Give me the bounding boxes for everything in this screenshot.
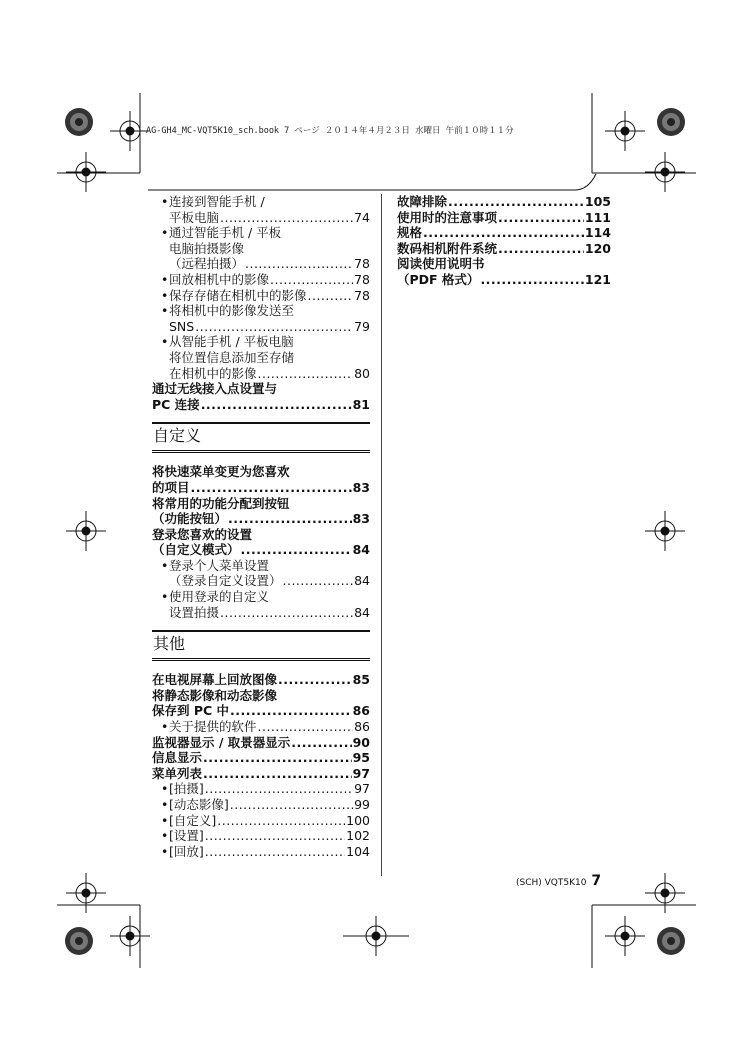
- toc-entry[interactable]: 在电视屏幕上回放图像 ..... 85: [152, 672, 370, 688]
- toc-sub-entry[interactable]: • [拍摄] ..... 97: [152, 781, 370, 797]
- toc-sub-entry[interactable]: • 登录个人菜单设置 （登录自定义设置） ..... 84: [152, 558, 370, 589]
- toc-entry[interactable]: 菜单列表 ..... 97: [152, 766, 370, 782]
- toc-sub-entry[interactable]: • 将相机中的影像发送至 SNS ..... 79: [152, 303, 370, 334]
- toc-entry[interactable]: 规格 ..... 114: [397, 225, 611, 241]
- page-number: 78: [354, 256, 370, 272]
- toc-sub-entry[interactable]: • 从智能手机 / 平板电脑 将位置信息添加至存储 在相机中的影像 ..... 80: [152, 334, 370, 381]
- section-heading-custom: 自定义: [152, 422, 370, 453]
- footer-page-number: 7: [591, 873, 602, 889]
- page-number: 121: [584, 271, 611, 287]
- toc-sub-entry[interactable]: • [回放] ..... 104: [152, 844, 370, 860]
- page-number: 84: [354, 604, 370, 620]
- page-number: 100: [346, 812, 370, 828]
- page-number: 86: [352, 703, 370, 719]
- page-number: 111: [584, 209, 611, 225]
- toc-sub-entry[interactable]: • [动态影像] ..... 99: [152, 797, 370, 813]
- toc-right-column: [397, 194, 611, 288]
- page-number: 97: [354, 781, 370, 797]
- toc-entry[interactable]: 监视器显示 / 取景器显示 ..... 90: [152, 735, 370, 751]
- section-heading-other: 其他: [152, 630, 370, 661]
- page-number: 120: [584, 240, 611, 256]
- toc-sub-entry[interactable]: • 使用登录的自定义 设置拍摄 ..... 84: [152, 589, 370, 620]
- toc-sub-entry[interactable]: • 回放相机中的影像 ..... 78: [152, 272, 370, 288]
- page-footer: [516, 873, 601, 889]
- toc-left-column: [152, 194, 370, 859]
- toc-entry[interactable]: 登录您喜欢的设置 （自定义模式） ..... 84: [152, 527, 370, 558]
- toc-sub-entry[interactable]: • 保存存储在相机中的影像 ..... 78: [152, 288, 370, 304]
- page-number: 83: [352, 511, 370, 527]
- print-slug: AG-GH4_MC-VQT5K10_sch.book 7 ページ ２０１４年４月２３日 水曜日 午前１０時１１分: [146, 126, 514, 136]
- page-number: 80: [354, 365, 370, 381]
- page-number: 78: [354, 271, 370, 287]
- toc-entry[interactable]: 数码相机附件系统 ..... 120: [397, 241, 611, 257]
- toc-entry[interactable]: 故障排除 ..... 105: [397, 194, 611, 210]
- page-number: 105: [584, 194, 611, 209]
- page-number: 102: [346, 828, 370, 844]
- toc-entry[interactable]: 信息显示 ..... 95: [152, 750, 370, 766]
- page-number: 90: [352, 734, 370, 750]
- toc-entry[interactable]: 将常用的功能分配到按钮 （功能按钮） ..... 83: [152, 496, 370, 527]
- registration-mark-icon: [110, 111, 150, 151]
- page-number: 95: [352, 750, 370, 766]
- page-number: 74: [354, 209, 370, 225]
- page-number: 83: [352, 479, 370, 495]
- page-number: 78: [354, 287, 370, 303]
- page-number: 99: [354, 797, 370, 812]
- page-number: 97: [352, 765, 370, 781]
- page-number: 85: [352, 672, 370, 688]
- page-number: 84: [354, 573, 370, 589]
- column-divider: [381, 194, 382, 876]
- toc-entry[interactable]: 将静态影像和动态影像 保存到 PC 中 ..... 86: [152, 688, 370, 719]
- page-number: 84: [352, 542, 370, 558]
- toc-entry[interactable]: 阅读使用说明书 （PDF 格式） ..... 121: [397, 256, 611, 287]
- page-number: 104: [346, 843, 370, 859]
- page-number: 86: [354, 719, 370, 735]
- toc-sub-entry[interactable]: • 关于提供的软件 ..... 86: [152, 719, 370, 735]
- toc-entry[interactable]: 将快速菜单变更为您喜欢 的项目 ..... 83: [152, 464, 370, 495]
- toc-sub-entry[interactable]: • 通过智能手机 / 平板 电脑拍摄影像 （远程拍摄） ..... 78: [152, 225, 370, 272]
- page-number: 79: [354, 318, 370, 334]
- toc-entry[interactable]: 通过无线接入点设置与 PC 连接 ..... 81: [152, 381, 370, 412]
- model-code: (SCH) VQT5K10: [516, 878, 587, 888]
- page-number: 81: [352, 396, 370, 412]
- toc-sub-entry[interactable]: • [设置] ..... 102: [152, 828, 370, 844]
- toc-entry[interactable]: 使用时的注意事项 ..... 111: [397, 210, 611, 226]
- toc-sub-entry[interactable]: • [自定义] ..... 100: [152, 813, 370, 829]
- toc-sub-entry[interactable]: • 连接到智能手机 / 平板电脑 ..... 74: [152, 194, 370, 225]
- page-number: 114: [584, 225, 611, 241]
